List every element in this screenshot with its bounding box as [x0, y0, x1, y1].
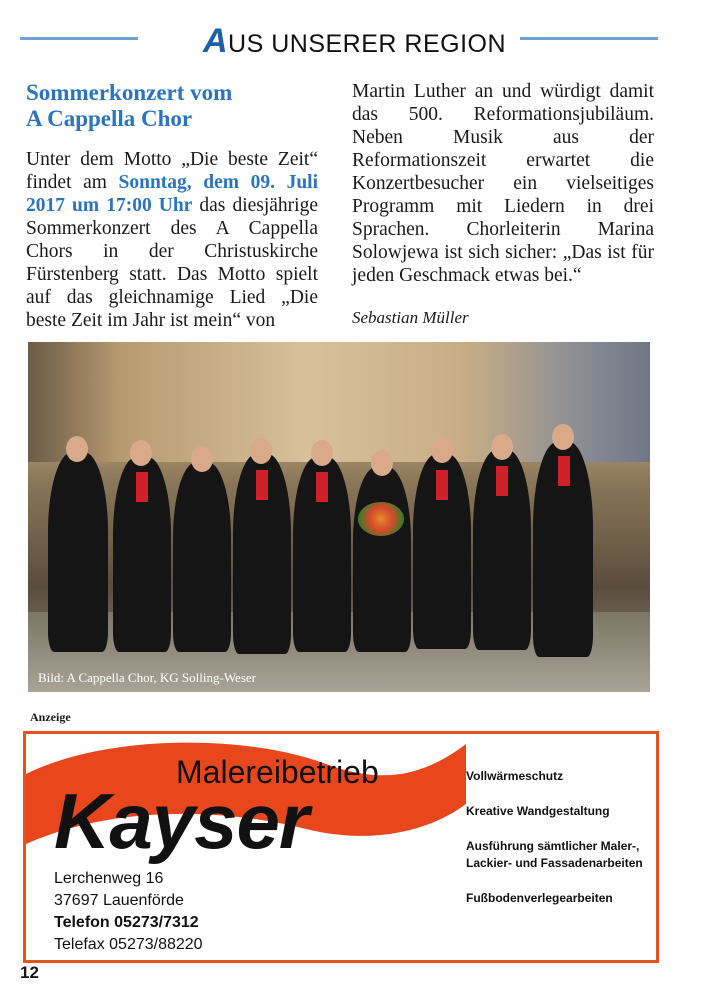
p1-text-a: Unter dem Motto „Die beste Zeit“ findet am — [26, 149, 318, 193]
advertisement — [23, 731, 659, 963]
ad-service-item: Vollwärmeschutz — [466, 769, 564, 783]
ad-city: 37697 Lauenförde — [54, 892, 184, 909]
article-title-line2: A Cappella Chor — [26, 106, 193, 131]
choir-photo — [28, 342, 650, 692]
photo-caption: Bild: A Cappella Chor, KG Solling-Weser — [38, 670, 256, 685]
article-author: Sebastian Müller — [352, 308, 469, 327]
choir-member-head — [371, 450, 393, 476]
ad-subtitle: Malereibetrieb — [176, 754, 379, 790]
ad-services-list — [466, 768, 646, 925]
choir-member — [48, 452, 108, 652]
red-scarf — [436, 470, 448, 500]
choir-member-head — [191, 446, 213, 472]
article-paragraph-1 — [26, 148, 318, 332]
choir-member-head — [431, 437, 453, 463]
choir-member-head — [130, 440, 152, 466]
article-title — [26, 80, 318, 132]
article-paragraph-2: Martin Luther an und würdigt damit das 500. Reformationsjubiläum. Neben Musik aus der Reformationszeit erwartet die Konzertbesucher ein vielseitiges Programm mit Liedern in drei Sprachen. Chorleiterin Marina Solowjewa ist sich sicher: „Das ist für jeden Geschmack etwas bei.“ — [352, 81, 654, 286]
section-header — [0, 22, 709, 61]
ad-phone: Telefon 05273/7312 — [54, 914, 199, 931]
article-column-right — [352, 80, 654, 329]
ad-address-block — [54, 868, 203, 956]
section-header-rest: US UNSERER REGION — [228, 30, 507, 58]
advertisement-label: Anzeige — [30, 710, 71, 724]
ad-street: Lerchenweg 16 — [54, 870, 164, 887]
red-scarf — [256, 470, 268, 500]
article-column-left — [26, 80, 318, 332]
ad-service-item: Fußbodenverlegearbeiten — [466, 891, 613, 905]
ad-brand-name: Kayser — [54, 777, 309, 865]
choir-director — [353, 467, 411, 652]
choir-member-head — [491, 434, 513, 460]
ad-logo-area — [26, 734, 466, 960]
section-header-initial: A — [202, 22, 229, 60]
p1-text-b: das diesjährige Sommerkonzert des A Cappella Chors in der Christuskirche Fürstenberg statt. Das Motto spielt auf das gleichnamige Lied „Die beste Zeit im Jahr ist mein“ von — [26, 195, 319, 331]
article-title-line1: Sommerkonzert vom — [26, 80, 233, 105]
choir-member-head — [552, 424, 574, 450]
choir-member-head — [66, 436, 88, 462]
choir-member — [173, 462, 231, 652]
red-scarf — [496, 466, 508, 496]
event-date-highlight: Sonntag, dem 09. Juli 2017 um 17:00 Uhr — [26, 172, 319, 216]
flower-bouquet — [358, 502, 404, 536]
red-scarf — [316, 472, 328, 502]
ad-fax: Telefax 05273/88220 — [54, 936, 203, 953]
ad-service-item: Ausführung sämtlicher Maler-, Lackier- und Fassadenarbeiten — [466, 839, 643, 870]
red-scarf — [558, 456, 570, 486]
choir-member-head — [311, 440, 333, 466]
page-number: 12 — [20, 963, 39, 982]
red-scarf — [136, 472, 148, 502]
ad-service-item: Kreative Wandgestaltung — [466, 804, 610, 818]
choir-member-head — [250, 438, 272, 464]
